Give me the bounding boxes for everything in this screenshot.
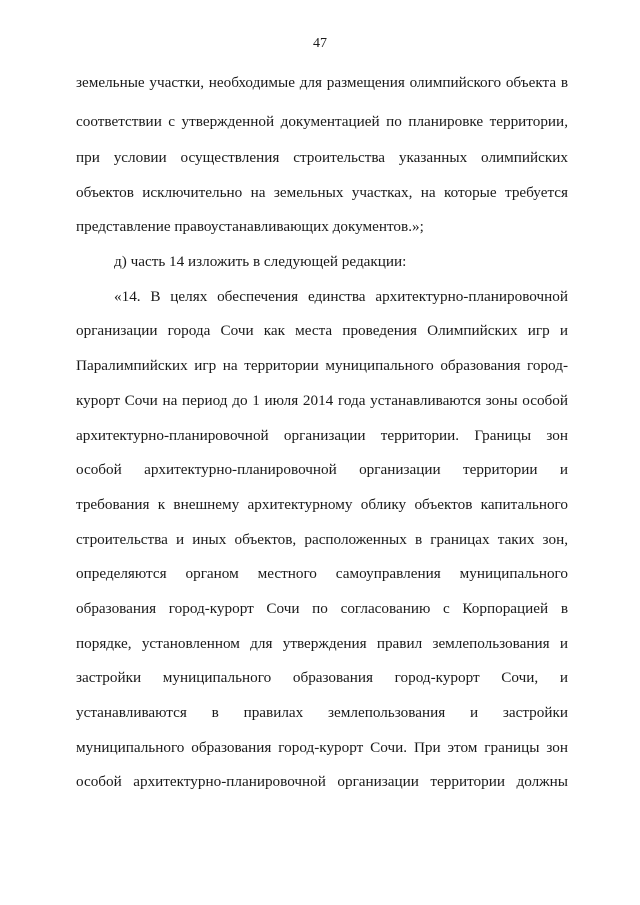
text-line: строительства и иных объектов, расположенных в границах таких зон,	[76, 531, 568, 548]
text-line: земельные участки, необходимые для размещения олимпийского объекта в	[76, 74, 568, 91]
text-line: застройки муниципального образования город-курорт Сочи, и	[76, 669, 568, 686]
page-number: 47	[313, 36, 327, 51]
text-line: муниципального образования город-курорт Сочи. При этом границы зон	[76, 739, 568, 756]
text-line: особой архитектурно-планировочной организации территории должны	[76, 773, 568, 790]
text-line: порядке, установленном для утверждения правил землепользования и	[76, 635, 568, 652]
text-line: объектов исключительно на земельных участках, на которые требуется	[76, 184, 568, 201]
text-line: архитектурно-планировочной организации территории. Границы зон	[76, 427, 568, 444]
text-line: соответствии с утвержденной документацией по планировке территории,	[76, 113, 568, 130]
text-line: Паралимпийских игр на территории муниципального образования город-	[76, 357, 568, 374]
text-line: образования город-курорт Сочи по согласованию с Корпорацией в	[76, 600, 568, 617]
text-line: «14. В целях обеспечения единства архитектурно-планировочной	[114, 288, 568, 305]
text-line: особой архитектурно-планировочной организации территории и	[76, 461, 568, 478]
text-line: при условии осуществления строительства указанных олимпийских	[76, 149, 568, 166]
text-line: д) часть 14 изложить в следующей редакции:	[114, 253, 407, 270]
text-line: определяются органом местного самоуправления муниципального	[76, 565, 568, 582]
text-line: устанавливаются в правилах землепользования и застройки	[76, 704, 568, 721]
text-line: представление правоустанавливающих документов.»;	[76, 218, 424, 235]
text-line: организации города Сочи как места проведения Олимпийских игр и	[76, 322, 568, 339]
text-line: требования к внешнему архитектурному облику объектов капитального	[76, 496, 568, 513]
text-line: курорт Сочи на период до 1 июля 2014 года устанавливаются зоны особой	[76, 392, 568, 409]
